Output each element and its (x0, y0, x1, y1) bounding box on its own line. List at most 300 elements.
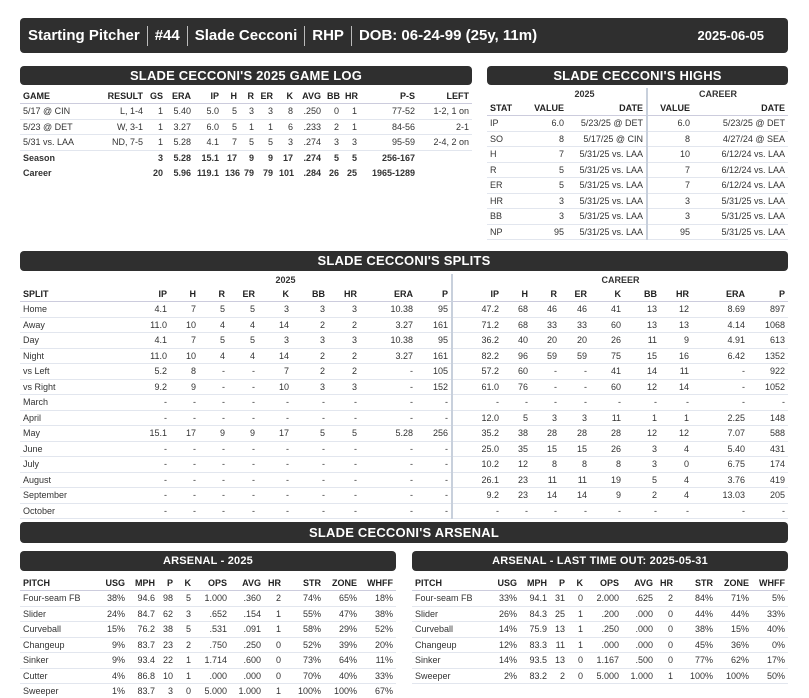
table-cell: - (360, 441, 416, 457)
table-cell: 19 (590, 472, 624, 488)
table-cell: 5 (199, 333, 228, 349)
table-cell: - (258, 488, 292, 504)
table-cell: 15.1 (201, 153, 219, 163)
table-cell: 105 (416, 364, 452, 380)
splits-row (20, 395, 788, 411)
table-cell: 11 (660, 364, 692, 380)
table-cell: 38% (360, 606, 396, 622)
table-cell: .000 (230, 668, 264, 684)
table-cell: 3 (531, 410, 560, 426)
table-cell: - (328, 472, 360, 488)
table-cell: - (228, 379, 258, 395)
table-cell: 26 (328, 168, 339, 179)
table-cell: 12 (624, 379, 660, 395)
table-cell: 23 (502, 472, 531, 488)
table-cell: 5 (228, 333, 258, 349)
table-cell: 922 (748, 364, 788, 380)
table-cell: - (531, 395, 560, 411)
table-header-row (20, 88, 472, 104)
table-cell: 93.4 (128, 653, 158, 669)
table-cell: 10.38 (360, 333, 416, 349)
table-cell: 10 (647, 147, 693, 163)
table-cell: - (292, 472, 328, 488)
table-cell: 1 (264, 622, 284, 638)
column-header: HR (264, 575, 284, 591)
column-header: ZONE (324, 575, 360, 591)
table-cell: 5.28 (166, 135, 194, 151)
table-cell: - (416, 410, 452, 426)
table-cell: 0 (656, 653, 676, 669)
table-cell: - (531, 379, 560, 395)
column-header: IP (194, 88, 222, 104)
table-cell: 5/31/25 vs. LAA (693, 224, 788, 240)
table-cell: .000 (586, 637, 622, 653)
table-cell: July (20, 457, 120, 473)
role-label: Starting Pitcher (28, 27, 140, 44)
column-header: DATE (567, 100, 647, 116)
table-cell: 58% (284, 622, 324, 638)
table-cell: 7.07 (692, 426, 748, 442)
splits-title: SLADE CECCONI'S SPLITS (20, 251, 788, 271)
table-cell: - (199, 379, 228, 395)
table-cell: 1 (146, 104, 166, 120)
table-cell: 31 (550, 591, 568, 607)
table-cell: 5/31/25 vs. LAA (567, 162, 647, 178)
table-cell: 3 (292, 333, 328, 349)
table-cell: 1 (146, 135, 166, 151)
table-cell: 1068 (748, 317, 788, 333)
table-cell: 431 (748, 441, 788, 457)
table-cell: 5% (752, 591, 788, 607)
table-cell: - (292, 457, 328, 473)
table-cell: 12 (660, 426, 692, 442)
table-cell: September (20, 488, 120, 504)
table-cell: - (120, 488, 170, 504)
table-cell: - (748, 395, 788, 411)
table-cell: 2% (492, 668, 520, 684)
table-cell: - (590, 395, 624, 411)
column-header: HR (328, 286, 360, 302)
table-cell: 15% (716, 622, 752, 638)
table-cell: 4.91 (692, 333, 748, 349)
table-cell: 1965-1289 (371, 168, 415, 179)
arsenal-row (20, 684, 396, 698)
table-cell: - (120, 472, 170, 488)
game-log-title: SLADE CECCONI'S 2025 GAME LOG (20, 66, 472, 85)
column-header: HR (660, 286, 692, 302)
table-cell: 46 (531, 302, 560, 318)
table-cell: 5 (222, 104, 240, 120)
table-cell: .200 (586, 606, 622, 622)
table-cell: Sweeper (412, 668, 492, 684)
table-cell: L, 1-4 (88, 104, 146, 120)
splits-row (20, 457, 788, 473)
table-header-row (412, 575, 788, 591)
column-header: MPH (128, 575, 158, 591)
table-cell: 3.76 (692, 472, 748, 488)
table-cell: 13.03 (692, 488, 748, 504)
table-cell: 7 (222, 135, 240, 151)
table-cell: 588 (748, 426, 788, 442)
table-cell: 5/31/25 vs. LAA (567, 147, 647, 163)
table-cell: 1 (568, 622, 586, 638)
table-cell: 40 (502, 333, 531, 349)
table-cell: .500 (622, 653, 656, 669)
table-cell: - (228, 364, 258, 380)
table-cell: 26 (590, 441, 624, 457)
table-cell: - (228, 472, 258, 488)
table-cell: 74% (284, 591, 324, 607)
table-cell: 29% (324, 622, 360, 638)
table-cell: 76.2 (128, 622, 158, 638)
table-cell: 47.2 (452, 302, 502, 318)
table-cell: 17 (282, 153, 293, 163)
table-header-row (20, 286, 788, 302)
table-cell: - (560, 379, 590, 395)
table-cell: 9 (267, 153, 273, 163)
table-cell: 6.0 (194, 119, 222, 135)
table-cell: 2-4, 2 on (418, 135, 472, 151)
splits-row (20, 441, 788, 457)
table-cell: 2 (264, 591, 284, 607)
table-cell: 1.167 (586, 653, 622, 669)
table-cell: 1052 (748, 379, 788, 395)
table-cell: - (560, 364, 590, 380)
table-cell: 14 (531, 488, 560, 504)
table-cell: 13 (624, 317, 660, 333)
table-cell: 1.000 (622, 668, 656, 684)
table-cell: - (360, 395, 416, 411)
table-cell: 95 (416, 302, 452, 318)
table-cell: - (199, 503, 228, 519)
game-log-row (20, 119, 472, 135)
table-cell: 11.0 (120, 317, 170, 333)
table-cell: 25 (346, 168, 357, 179)
table-cell: March (20, 395, 120, 411)
table-cell: 1 (656, 668, 676, 684)
arsenal-last-title: ARSENAL - LAST TIME OUT: 2025-05-31 (412, 551, 788, 571)
column-header: AVG (230, 575, 264, 591)
table-cell: 5/23/25 @ DET (693, 116, 788, 132)
table-cell: 5/31/25 vs. LAA (693, 209, 788, 225)
table-cell: 84-56 (360, 119, 418, 135)
column-header: HR (656, 575, 676, 591)
jersey-number: #44 (154, 27, 180, 44)
table-cell: 17% (752, 653, 788, 669)
table-cell: 12.0 (452, 410, 502, 426)
table-cell: 79 (262, 168, 273, 179)
column-header: AVG (296, 88, 324, 104)
table-cell: 36.2 (452, 333, 502, 349)
highs-row (487, 162, 788, 178)
column-header: K (590, 286, 624, 302)
highs-title: SLADE CECCONI'S HIGHS (487, 66, 788, 85)
column-header: USG (100, 575, 128, 591)
table-cell: 5.96 (173, 168, 191, 179)
table-cell: 12 (502, 457, 531, 473)
table-cell: 2 (328, 348, 360, 364)
arsenal-title: SLADE CECCONI'S ARSENAL (20, 522, 788, 543)
table-cell: 10 (158, 668, 176, 684)
column-header: P (550, 575, 568, 591)
table-cell: Slider (20, 606, 100, 622)
table-cell: 5 (240, 135, 257, 151)
column-header: BB (624, 286, 660, 302)
table-cell: - (228, 503, 258, 519)
table-cell: 75.9 (520, 622, 550, 638)
table-cell: 7 (170, 333, 199, 349)
table-cell: 5/17 @ CIN (20, 104, 88, 120)
table-cell: .750 (194, 637, 230, 653)
arsenal-row (412, 668, 788, 684)
table-cell: 52% (284, 637, 324, 653)
table-cell: 5 (328, 426, 360, 442)
table-cell: 98 (158, 591, 176, 607)
table-cell: - (292, 441, 328, 457)
table-cell: 4.14 (692, 317, 748, 333)
table-cell: - (199, 457, 228, 473)
table-cell: .600 (230, 653, 264, 669)
table-cell: 41 (590, 364, 624, 380)
table-cell: 3.27 (360, 348, 416, 364)
table-cell: 0 (568, 653, 586, 669)
column-header: ERA (360, 286, 416, 302)
table-cell: - (692, 379, 748, 395)
column-header: STR (676, 575, 716, 591)
table-cell: - (199, 441, 228, 457)
table-cell: ER (487, 178, 523, 194)
table-cell: - (170, 441, 199, 457)
table-cell: 70% (284, 668, 324, 684)
column-header: PITCH (412, 575, 492, 591)
table-cell: 5.40 (166, 104, 194, 120)
table-cell: 4 (199, 348, 228, 364)
table-cell: 161 (416, 317, 452, 333)
table-cell: 5 (257, 135, 276, 151)
table-cell: 12 (624, 426, 660, 442)
table-cell: 60 (590, 379, 624, 395)
table-cell: - (328, 457, 360, 473)
table-cell: - (560, 395, 590, 411)
table-cell: - (360, 488, 416, 504)
table-cell: 1 (660, 410, 692, 426)
table-cell: 9 (248, 153, 254, 163)
table-cell: - (258, 457, 292, 473)
column-header: H (222, 88, 240, 104)
table-cell: .000 (622, 606, 656, 622)
table-cell: 15 (624, 348, 660, 364)
splits-row (20, 317, 788, 333)
table-cell: 0% (752, 637, 788, 653)
table-cell: Curveball (20, 622, 100, 638)
table-cell: - (692, 364, 748, 380)
table-cell: - (292, 395, 328, 411)
table-cell: 205 (748, 488, 788, 504)
table-cell: ND, 7-5 (88, 135, 146, 151)
table-cell: May (20, 426, 120, 442)
table-cell: 36% (716, 637, 752, 653)
column-header: HR (342, 88, 360, 104)
table-cell: 9% (100, 653, 128, 669)
column-header: OPS (586, 575, 622, 591)
table-cell: 17 (226, 153, 237, 163)
highs-row (487, 209, 788, 225)
table-cell: 52% (360, 622, 396, 638)
splits-row (20, 379, 788, 395)
table-cell: 10 (170, 317, 199, 333)
table-cell: 0 (568, 668, 586, 684)
table-cell: 9 (170, 379, 199, 395)
table-cell: 5/31/25 vs. LAA (567, 178, 647, 194)
table-cell: April (20, 410, 120, 426)
table-cell: 15% (100, 622, 128, 638)
table-cell: Four-seam FB (412, 591, 492, 607)
table-cell: - (228, 410, 258, 426)
table-cell: - (360, 472, 416, 488)
table-cell: 3 (624, 457, 660, 473)
table-cell: 1 (264, 684, 284, 698)
table-cell: 1 (342, 119, 360, 135)
table-cell: 0 (656, 606, 676, 622)
table-cell: .154 (230, 606, 264, 622)
table-cell: .250 (586, 622, 622, 638)
table-cell: 5/31/25 vs. LAA (567, 209, 647, 225)
table-cell: 26% (492, 606, 520, 622)
highs-row (487, 116, 788, 132)
table-cell: 5 (523, 162, 567, 178)
table-cell: - (360, 503, 416, 519)
table-cell: Sinker (412, 653, 492, 669)
table-cell: 6 (276, 119, 296, 135)
table-cell: 174 (748, 457, 788, 473)
table-cell: SO (487, 131, 523, 147)
table-cell: - (416, 503, 452, 519)
table-cell: 100% (284, 684, 324, 698)
game-log-total-row (20, 166, 472, 182)
game-log-row (20, 104, 472, 120)
table-cell: - (692, 395, 748, 411)
table-cell: 152 (416, 379, 452, 395)
table-cell: 83.7 (128, 684, 158, 698)
table-cell: 5 (222, 119, 240, 135)
arsenal-row (20, 653, 396, 669)
table-cell: 59 (560, 348, 590, 364)
table-cell: 95-59 (360, 135, 418, 151)
table-cell: - (292, 503, 328, 519)
table-cell: 2.000 (586, 591, 622, 607)
table-cell: 41 (590, 302, 624, 318)
table-cell: 5 (502, 410, 531, 426)
table-cell: 1 (240, 119, 257, 135)
table-cell: 4.1 (120, 302, 170, 318)
table-cell: 38 (502, 426, 531, 442)
table-cell: 14 (660, 379, 692, 395)
table-cell: 419 (748, 472, 788, 488)
table-cell: Curveball (412, 622, 492, 638)
table-cell: 5 (292, 426, 328, 442)
game-log-table (20, 88, 472, 181)
table-cell: 148 (748, 410, 788, 426)
table-cell: 64% (324, 653, 360, 669)
arsenal-row (20, 622, 396, 638)
table-cell: 25.0 (452, 441, 502, 457)
table-cell: 3 (157, 153, 163, 163)
table-cell: - (199, 364, 228, 380)
table-cell: - (692, 503, 748, 519)
table-cell: Four-seam FB (20, 591, 100, 607)
table-cell: 4.1 (194, 135, 222, 151)
table-cell: 5/17/25 @ CIN (567, 131, 647, 147)
column-header: ERA (166, 88, 194, 104)
table-cell: 33 (560, 317, 590, 333)
table-cell: 96 (502, 348, 531, 364)
column-header: STAT (487, 100, 523, 116)
table-cell: - (258, 410, 292, 426)
table-cell: 4 (660, 441, 692, 457)
table-cell: - (360, 457, 416, 473)
table-cell: 44% (676, 606, 716, 622)
table-cell: 4 (199, 317, 228, 333)
table-cell: - (228, 488, 258, 504)
table-cell: 11 (590, 410, 624, 426)
table-cell: 18% (360, 591, 396, 607)
table-cell: 62 (158, 606, 176, 622)
splits-row (20, 348, 788, 364)
table-cell: 83.3 (520, 637, 550, 653)
table-cell: 71% (716, 591, 752, 607)
table-cell: 15.1 (120, 426, 170, 442)
table-cell: 65% (324, 591, 360, 607)
table-cell: 59 (531, 348, 560, 364)
table-cell: 3 (647, 209, 693, 225)
table-cell: 5 (333, 153, 339, 163)
game-log-total-row (20, 150, 472, 166)
table-cell: 4 (228, 317, 258, 333)
splits-row (20, 472, 788, 488)
column-header: R (240, 88, 257, 104)
table-cell: .250 (230, 637, 264, 653)
table-cell: 15 (560, 441, 590, 457)
table-cell: 4/27/24 @ SEA (693, 131, 788, 147)
table-cell: - (120, 441, 170, 457)
table-cell: 9% (100, 637, 128, 653)
table-cell: 14 (258, 348, 292, 364)
table-cell: - (328, 410, 360, 426)
splits-row (20, 364, 788, 380)
table-cell: 5 (624, 472, 660, 488)
arsenal-row (20, 637, 396, 653)
table-cell: 82.2 (452, 348, 502, 364)
table-cell: - (560, 503, 590, 519)
column-header: BB (324, 88, 342, 104)
table-cell: 25 (550, 606, 568, 622)
table-cell: 84.7 (128, 606, 158, 622)
table-cell: 5/31 vs. LAA (20, 135, 88, 151)
arsenal-row (412, 591, 788, 607)
table-cell: 13 (624, 302, 660, 318)
column-header: LEFT (418, 88, 472, 104)
splits-group-2025: 2025 (275, 275, 296, 285)
arsenal-row (20, 668, 396, 684)
column-header: SPLIT (20, 286, 120, 302)
table-cell: 76 (502, 379, 531, 395)
table-cell: 0 (324, 104, 342, 120)
table-cell: 60 (502, 364, 531, 380)
table-header-row (487, 100, 788, 116)
table-cell: 5/31/25 vs. LAA (693, 193, 788, 209)
table-cell: - (624, 395, 660, 411)
column-header: VALUE (523, 100, 567, 116)
